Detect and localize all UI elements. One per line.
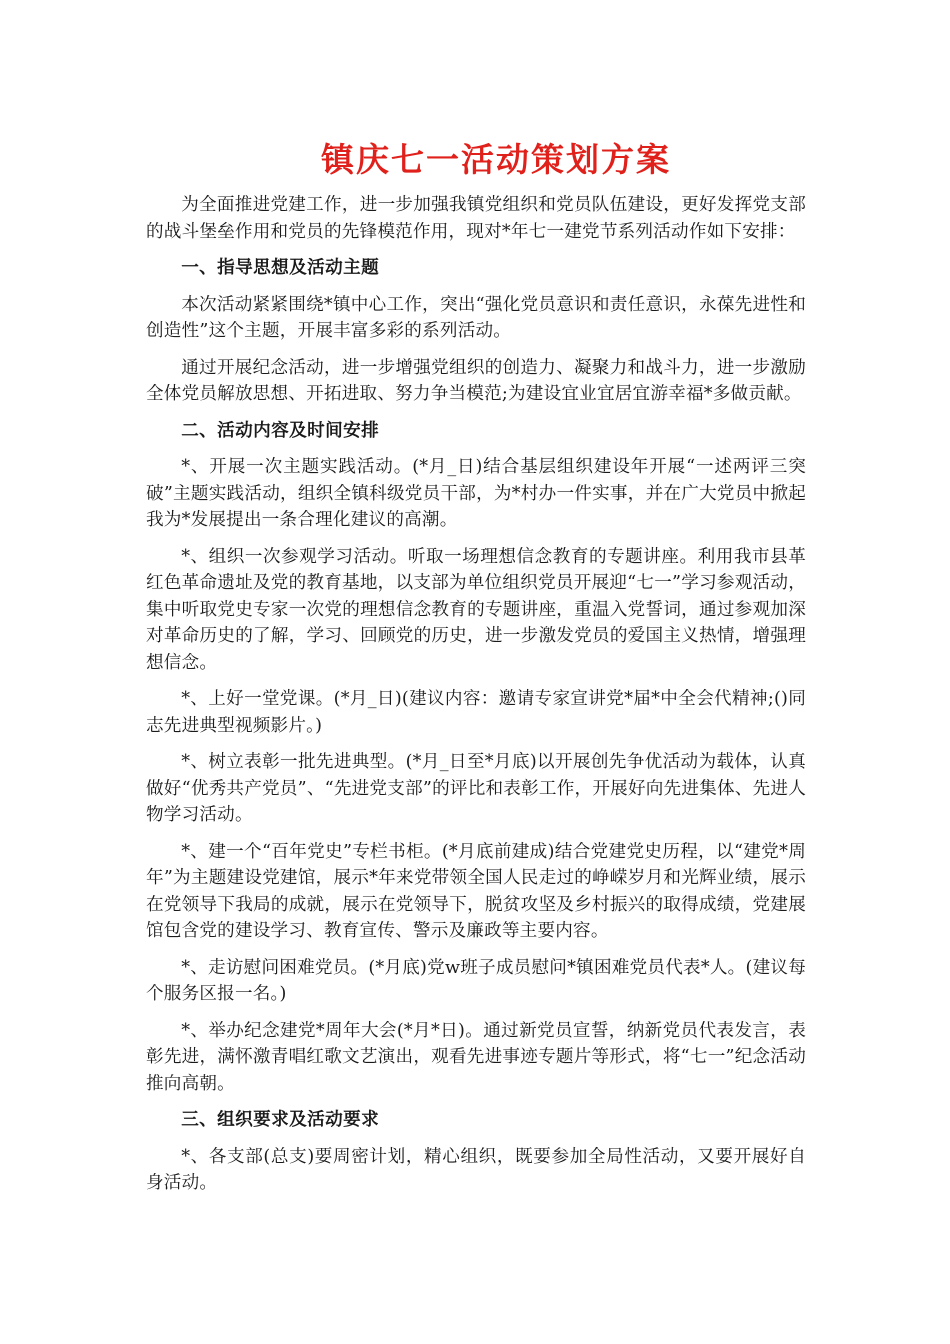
section-2-heading: 二、活动内容及时间安排 (181, 420, 380, 441)
section-2-item-3: *、上好一堂党课。(*月_日)(建议内容：邀请专家宣讲党*届*中全会代精神;()同志先进典型视频影片。) (146, 689, 806, 736)
section-2-item-1: *、开展一次主题实践活动。(*月_日)结合基层组织建设年开展“一述两评三突破”主题实践活动，组织全镇科级党员干部，为*村办一件实事，并在广大党员中掀起我为*发展提出一条合理化建议的高潮。 (146, 457, 806, 530)
section-1-heading: 一、指导思想及活动主题 (181, 258, 380, 278)
section-2-item-7: *、举办纪念建党*周年大会(*月*日)。通过新党员宣誓，纳新党员代表发言，表彰先进，满怀激青唱红歌文艺演出，观看先进事迹专题片等形式，将“七一”纪念活动推向高朝。 (146, 1020, 806, 1094)
section-2-item-4: *、树立表彰一批先进典型。(*月_日至*月底)以开展创先争优活动为载体，认真做好“优秀共产党员”、“先进党支部”的评比和表彰工作，开展好向先进集体、先进人物学习活动。 (146, 752, 806, 825)
section-3-heading: 三、组织要求及活动要求 (181, 1110, 380, 1130)
section-1-paragraph-1: 本次活动紧紧围绕*镇中心工作，突出“强化党员意识和责任意识，永葆先进性和创造性”这个主题，开展丰富多彩的系列活动。 (146, 294, 806, 341)
section-2-item-5: *、建一个“百年党史”专栏书柜。(*月底前建成)结合党建党史历程，以“建党*周年”为主题建设党建馆，展示*年来党带领全国人民走过的峥嵘岁月和光辉业绩，展示在党领导下我局的成就，展示在党领导下，脱贫攻坚及乡村振兴的取得成绩，党建展馆包含党的建设学习、教育宣传、警示及廉政等主要内容。 (146, 841, 806, 941)
document-page (146, 138, 806, 1207)
section-3-item-1: *、各支部(总支)要周密计划，精心组织，既要参加全局性活动，又要开展好自身活动。 (146, 1146, 806, 1193)
intro-paragraph: 为全面推进党建工作，进一步加强我镇党组织和党员队伍建设，更好发挥党支部的战斗堡垒作用和党员的先锋模范作用，现对*年七一建党节系列活动作如下安排： (146, 195, 806, 242)
section-2-item-6: *、走访慰问困难党员。(*月底)党w班子成员慰问*镇困难党员代表*人。(建议每个服务区报一名。) (146, 957, 806, 1004)
document-title: 镇庆七一活动策划方案 (321, 140, 671, 179)
section-1-paragraph-2: 通过开展纪念活动，进一步增强党组织的创造力、凝聚力和战斗力，进一步激励全体党员解放思想、开拓进取、努力争当模范;为建设宜业宜居宜游幸福*多做贡献。 (146, 357, 806, 404)
section-2-item-2: *、组织一次参观学习活动。听取一场理想信念教育的专题讲座。利用我市县革红色革命遗址及党的教育基地，以支部为单位组织党员开展迎“七一”学习参观活动，集中听取党史专家一次党的理想信念教育的专题讲座，重温入党誓词，通过参观加深对革命历史的了解，学习、回顾党的历史，进一步激发党员的爱国主义热情，增强理想信念。 (146, 546, 806, 673)
